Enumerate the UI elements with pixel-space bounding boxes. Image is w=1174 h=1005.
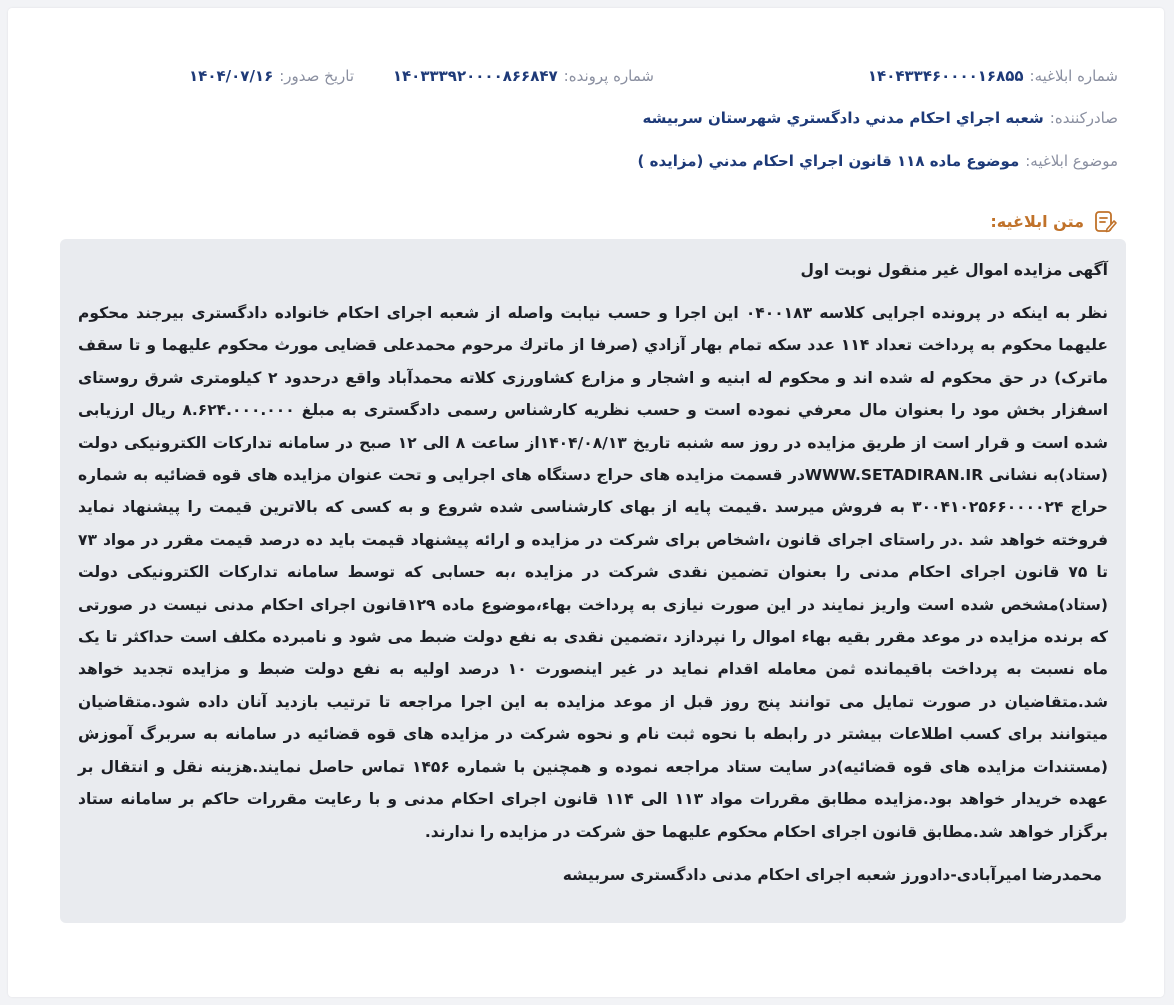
notice-number-field <box>654 67 1118 85</box>
notice-signature: محمدرضا امیرآبادی-دادورز شعبه اجرای احکام مدنی دادگستری سربیشه <box>562 865 1102 884</box>
notice-text-box <box>60 239 1126 923</box>
note-edit-icon <box>1092 208 1118 234</box>
meta-row-ids <box>54 62 1118 90</box>
subject-field <box>54 147 1118 175</box>
notice-number-label: شماره ابلاغيه: <box>1029 67 1118 85</box>
notice-text-heading <box>990 206 1118 236</box>
notice-number-value: ۱۴۰۴۳۳۴۶۰۰۰۰۱۶۸۵۵ <box>867 67 1024 85</box>
case-number-label: شماره پرونده: <box>563 67 654 85</box>
notice-text-heading-label: متن ابلاغيه: <box>990 211 1084 231</box>
notice-title: آگهی مزایده اموال غیر منقول نوبت اول <box>800 261 1108 279</box>
subject-label: موضوع ابلاغيه: <box>1025 152 1118 170</box>
notice-body: نظر به اینکه در پرونده اجرایی کلاسه ۰۴۰۰۱۸۳ این اجرا و حسب نیابت واصله از شعبه اجرای احکام خانواده دادگستری بیرجند محکوم علیهما محکوم به پرداخت تعداد ۱۱۴ عدد سکه تمام بهار آزادي (صرفا از ماترك مرحوم محمدعلی قضایی مورث محکوم علیهما و تا سقف ماترک) در حق محکوم له شده اند و محکوم له ابنیه و اشجار و مزارع کشاورزی کلاته محمدآباد واقع درحدود ۲ کیلومتری شرق روستای اسفزار بخش مود را بعنوان مال معرفي نموده است و حسب نظریه کارشناس رسمی دادگستری به مبلغ ۸.۶۲۴.۰۰۰.۰۰۰ ریال ارزیابی شده است و قرار است از طریق مزایده در روز سه شنبه تاریخ ۱۴۰۴/۰۸/۱۳از ساعت ۸ الی ۱۲ صبح در سامانه تدارکات الکترونیکی دولت (ستاد)به نشانی WWW.SETADIRAN.IRدر قسمت مزایده های حراج دستگاه های اجرایی و تحت عنوان مزایده های قوه قضائیه به شماره حراج ۳۰۰۴۱۰۲۵۶۶۰۰۰۰۲۴ به فروش میرسد .قیمت پایه از بهای کارشناسی شده شروع و به کسی که بالاترین قیمت را پیشنهاد نماید فروخته خواهد شد .در راستای اجرای قانون ،اشخاص برای شرکت در مزایده و ارائه پیشنهاد قیمت باید ده درصد قیمت مقرر در مواد ۷۳ تا ۷۵ قانون اجرای احکام مدنی را بعنوان تضمین نقدی شرکت در مزایده ،به حسابی که توسط سامانه تدارکات الکترونیکی دولت (ستاد)مشخص شده است واریز نمایند در این صورت نیازی به پرداخت بهاء،موضوع ماده ۱۲۹قانون اجرای احکام مدنی نیست در صورتی که برنده مزایده در موعد مقرر بقیه بهاء اموال را نپردازد ،تضمین نقدی به نفع دولت ضبط می شود و نامبرده مکلف است حداکثر تا یک ماه نسبت به پرداخت باقیمانده ثمن معامله اقدام نماید در غیر اینصورت ۱۰ درصد اولیه به نفع دولت ضبط و مزایده تجدید خواهد شد.متقاضیان در صورت تمایل می توانند پنج روز قبل از موعد مزایده به این اجرا مراجعه تا ترتیب بازدید آنان داده شود.متقاضیان میتوانند برای کسب اطلاعات بیشتر در رابطه با نحوه ثبت نام و نحوه شرکت در مزایده های قوه قضائیه در سامانه به سربرگ آموزش (مستندات مزایده های قوه قضائیه)در سایت ستاد مراجعه نموده و همچنین با شماره ۱۴۵۶ تماس حاصل نمایند.هزینه نقل و انتقال بر عهده خریدار خواهد بود.مزایده مطابق مقررات مواد ۱۱۳ الی ۱۱۴ قانون اجرای احکام مدنی و با رعایت مقررات حاکم بر سامانه ستاد برگزار خواهد شد.مطابق قانون اجرای احکام محکوم علیهما حق شرکت در مزایده را ندارند. <box>78 304 1109 841</box>
issue-date-label: تاريخ صدور: <box>279 67 354 85</box>
subject-value: موضوع ماده ۱۱۸ قانون اجراي احکام مدني (مزايده ) <box>637 152 1020 170</box>
case-number-field <box>354 67 654 85</box>
issuer-value: شعبه اجراي احکام مدني دادگستري شهرستان سربيشه <box>642 109 1044 127</box>
issuer-label: صادرکننده: <box>1049 109 1118 127</box>
issue-date-value: ۱۴۰۴/۰۷/۱۶ <box>189 67 274 85</box>
case-number-value: ۱۴۰۳۳۳۹۲۰۰۰۰۸۶۶۸۴۷ <box>392 67 558 85</box>
issue-date-field <box>54 67 354 85</box>
issuer-field <box>54 104 1118 132</box>
